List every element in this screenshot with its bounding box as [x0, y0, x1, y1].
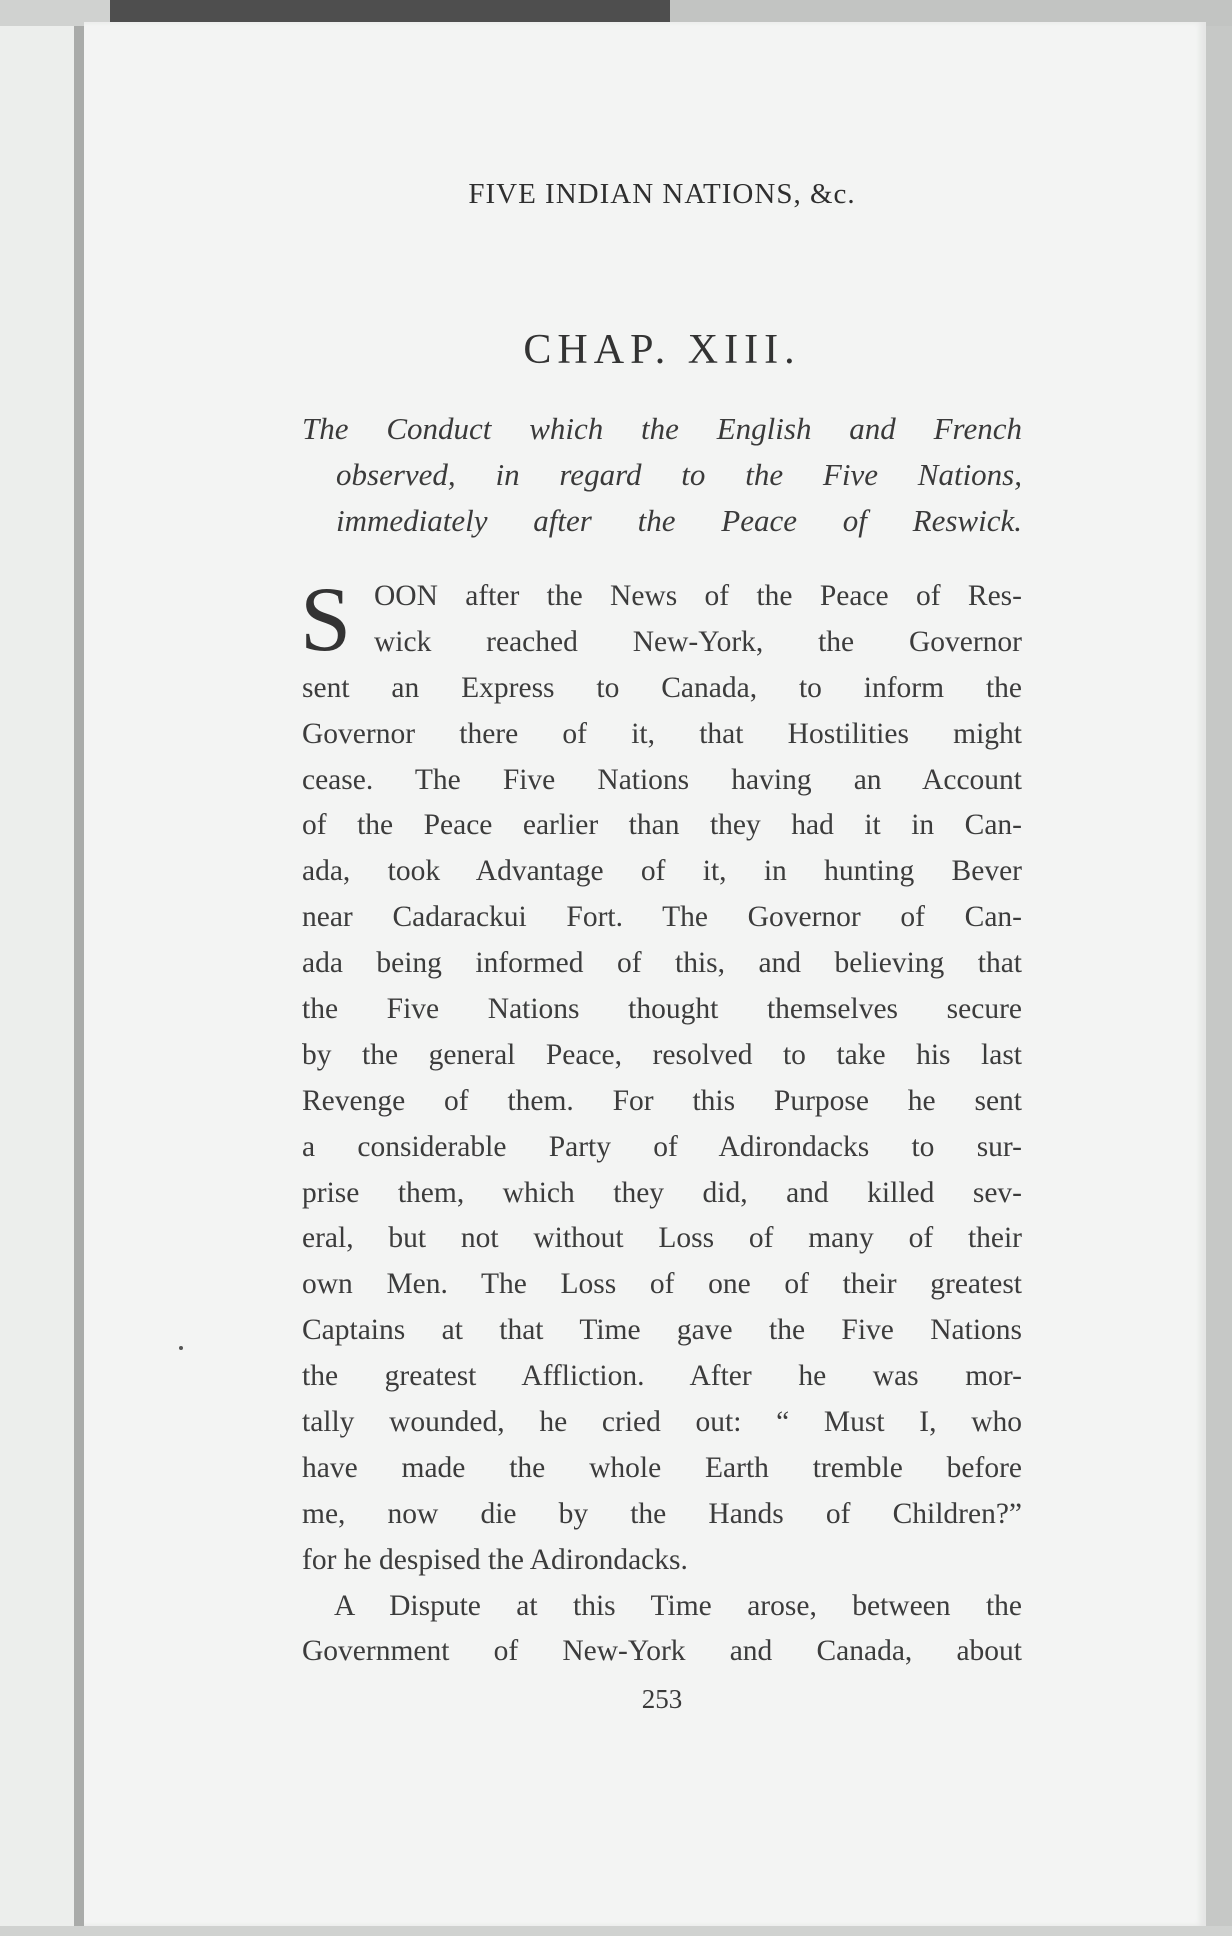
text-line: the Five Nations thought themselves secure — [302, 993, 1022, 1026]
text-line: Governor there of it, that Hostilities might — [302, 717, 1022, 750]
text-line: A Dispute at this Time arose, between the — [334, 1589, 1022, 1622]
book-page — [84, 22, 1206, 1926]
scan-top-edge — [110, 0, 670, 22]
text-line: Government of New-York and Canada, about — [302, 1635, 1022, 1668]
page-right-edge — [1206, 26, 1232, 1926]
text-line: OON after the News of the Peace of Res- — [374, 580, 1022, 612]
text-line: for he despised the Adirondacks. — [302, 1543, 688, 1576]
text-line: the greatest Affliction. After he was mor- — [302, 1360, 1022, 1393]
text-line: own Men. The Loss of one of their greatest — [302, 1268, 1022, 1301]
text-line: have made the whole Earth tremble before — [302, 1451, 1022, 1484]
text-line: sent an Express to Canada, to inform the — [302, 671, 1022, 704]
text-line: wick reached New-York, the Governor — [374, 625, 1022, 658]
summary-line: The Conduct which the English and French — [302, 411, 1022, 446]
text-line: Captains at that Time gave the Five Nations — [302, 1314, 1022, 1347]
chapter-title: CHAP. XIII. — [523, 327, 801, 373]
summary-line: observed, in regard to the Five Nations, — [336, 457, 1022, 492]
text-line: near Cadarackui Fort. The Governor of Can- — [302, 901, 1022, 934]
text-line: eral, but not without Loss of many of their — [302, 1222, 1022, 1255]
page-number: 253 — [641, 1684, 683, 1714]
chapter-summary — [302, 406, 1022, 544]
text-line: ada being informed of this, and believing that — [302, 947, 1022, 980]
text-line: a considerable Party of Adirondacks to sur- — [302, 1130, 1022, 1163]
text-line: tally wounded, he cried out: “ Must I, who — [302, 1406, 1022, 1439]
text-line: by the general Peace, resolved to take his last — [302, 1038, 1022, 1071]
text-line: cease. The Five Nations having an Account — [302, 763, 1022, 796]
text-line: Revenge of them. For this Purpose he sent — [302, 1084, 1022, 1117]
text-line: ada, took Advantage of it, in hunting Bever — [302, 855, 1022, 888]
summary-line: immediately after the Peace of Reswick. — [336, 503, 1022, 538]
text-line: of the Peace earlier than they had it in Can- — [302, 809, 1022, 842]
text-line: me, now die by the Hands of Children?” — [302, 1497, 1022, 1530]
text-line: prise them, which they did, and killed sev- — [302, 1176, 1022, 1209]
book-gutter — [74, 26, 84, 1926]
body-text — [300, 568, 1022, 1675]
scan-speck — [179, 1346, 183, 1350]
drop-cap: S — [300, 568, 352, 670]
facing-page-edge — [0, 26, 74, 1926]
running-head: FIVE INDIAN NATIONS, &c. — [468, 178, 856, 210]
